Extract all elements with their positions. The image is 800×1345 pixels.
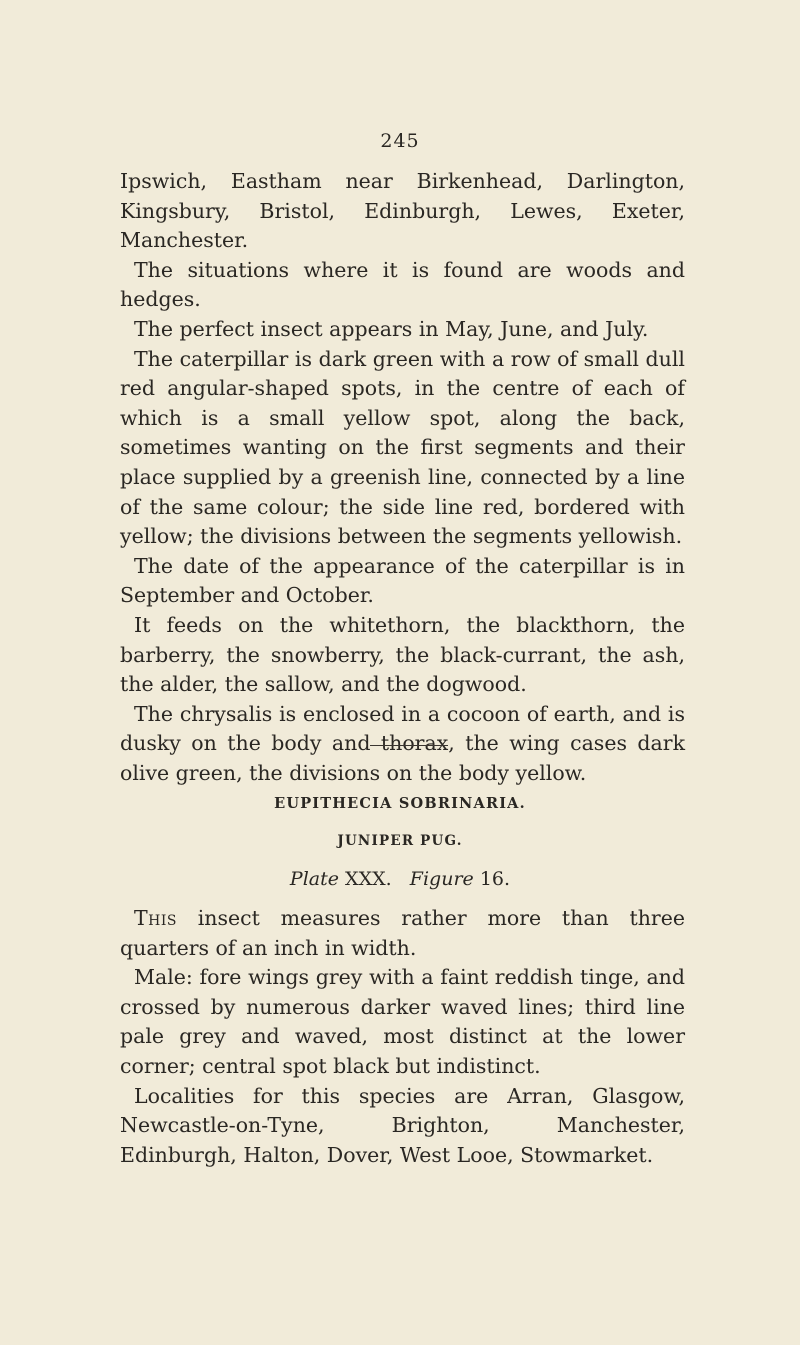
species-latin-name: EUPITHECIA SOBRINARIA. [274,795,526,812]
caterpillar-date-paragraph: The date of the appearance of the caterpillar is in September and October. [120,553,685,608]
juniper-pug-description [120,904,685,1170]
male-description-paragraph: Male: fore wings grey with a faint reddish tinge, and crossed by numerous darker waved lines; third line pale grey and waved, most distinct at the lower corner; central spot black but indistinct. [120,965,685,1078]
localities-paragraph: Ipswich, Eastham near Birkenhead, Darlington, Kingsbury, Bristol, Edinburgh, Lewes, Exeter, Manchester. [120,169,685,253]
size-text: insect measures rather more than three quarters of an inch in width. [120,906,685,960]
figure-label: Figure [409,868,474,890]
section-divider [370,745,448,746]
food-plants-paragraph: It feeds on the whitethorn, the blackthorn, the barberry, the snowberry, the black-currant, the ash, the alder, the sallow, and the dogwood. [120,612,685,697]
plate-number: XXX. [345,868,392,890]
figure-number: 16. [479,868,511,890]
localities-list-paragraph: Localities for this species are Arran, Glasgow, Newcastle-on-Tyne, Brighton, Manchester, Edinburgh, Halton, Dover, West Looe, Stowmarket. [120,1083,685,1167]
size-paragraph [120,904,685,963]
species-description-continued [120,167,685,788]
intro-smallcaps: This [134,906,178,930]
plate-figure-reference [0,868,800,890]
caterpillar-description-paragraph: The caterpillar is dark green with a row of small dull red angular-shaped spots, in the centre of each of which is a small yellow spot, along the back, sometimes wanting on the first segments and their place supplied by a greenish line, connected by a line of the same colour; the side line red, bordered with yellow; the divisions between the segments yellowish. [120,346,685,549]
appearance-paragraph: The perfect insect appears in May, June, and July. [134,316,649,341]
page-number: 245 [380,130,420,152]
plate-label: Plate [289,868,339,890]
chrysalis-paragraph: The chrysalis is enclosed in a cocoon of earth, and is dusky on the body and thorax, the wing cases dark olive green, the divisions on the body yellow. [120,701,685,785]
situations-paragraph: The situations where it is found are woods and hedges. [120,257,685,312]
species-common-name: JUNIPER PUG. [337,833,463,849]
